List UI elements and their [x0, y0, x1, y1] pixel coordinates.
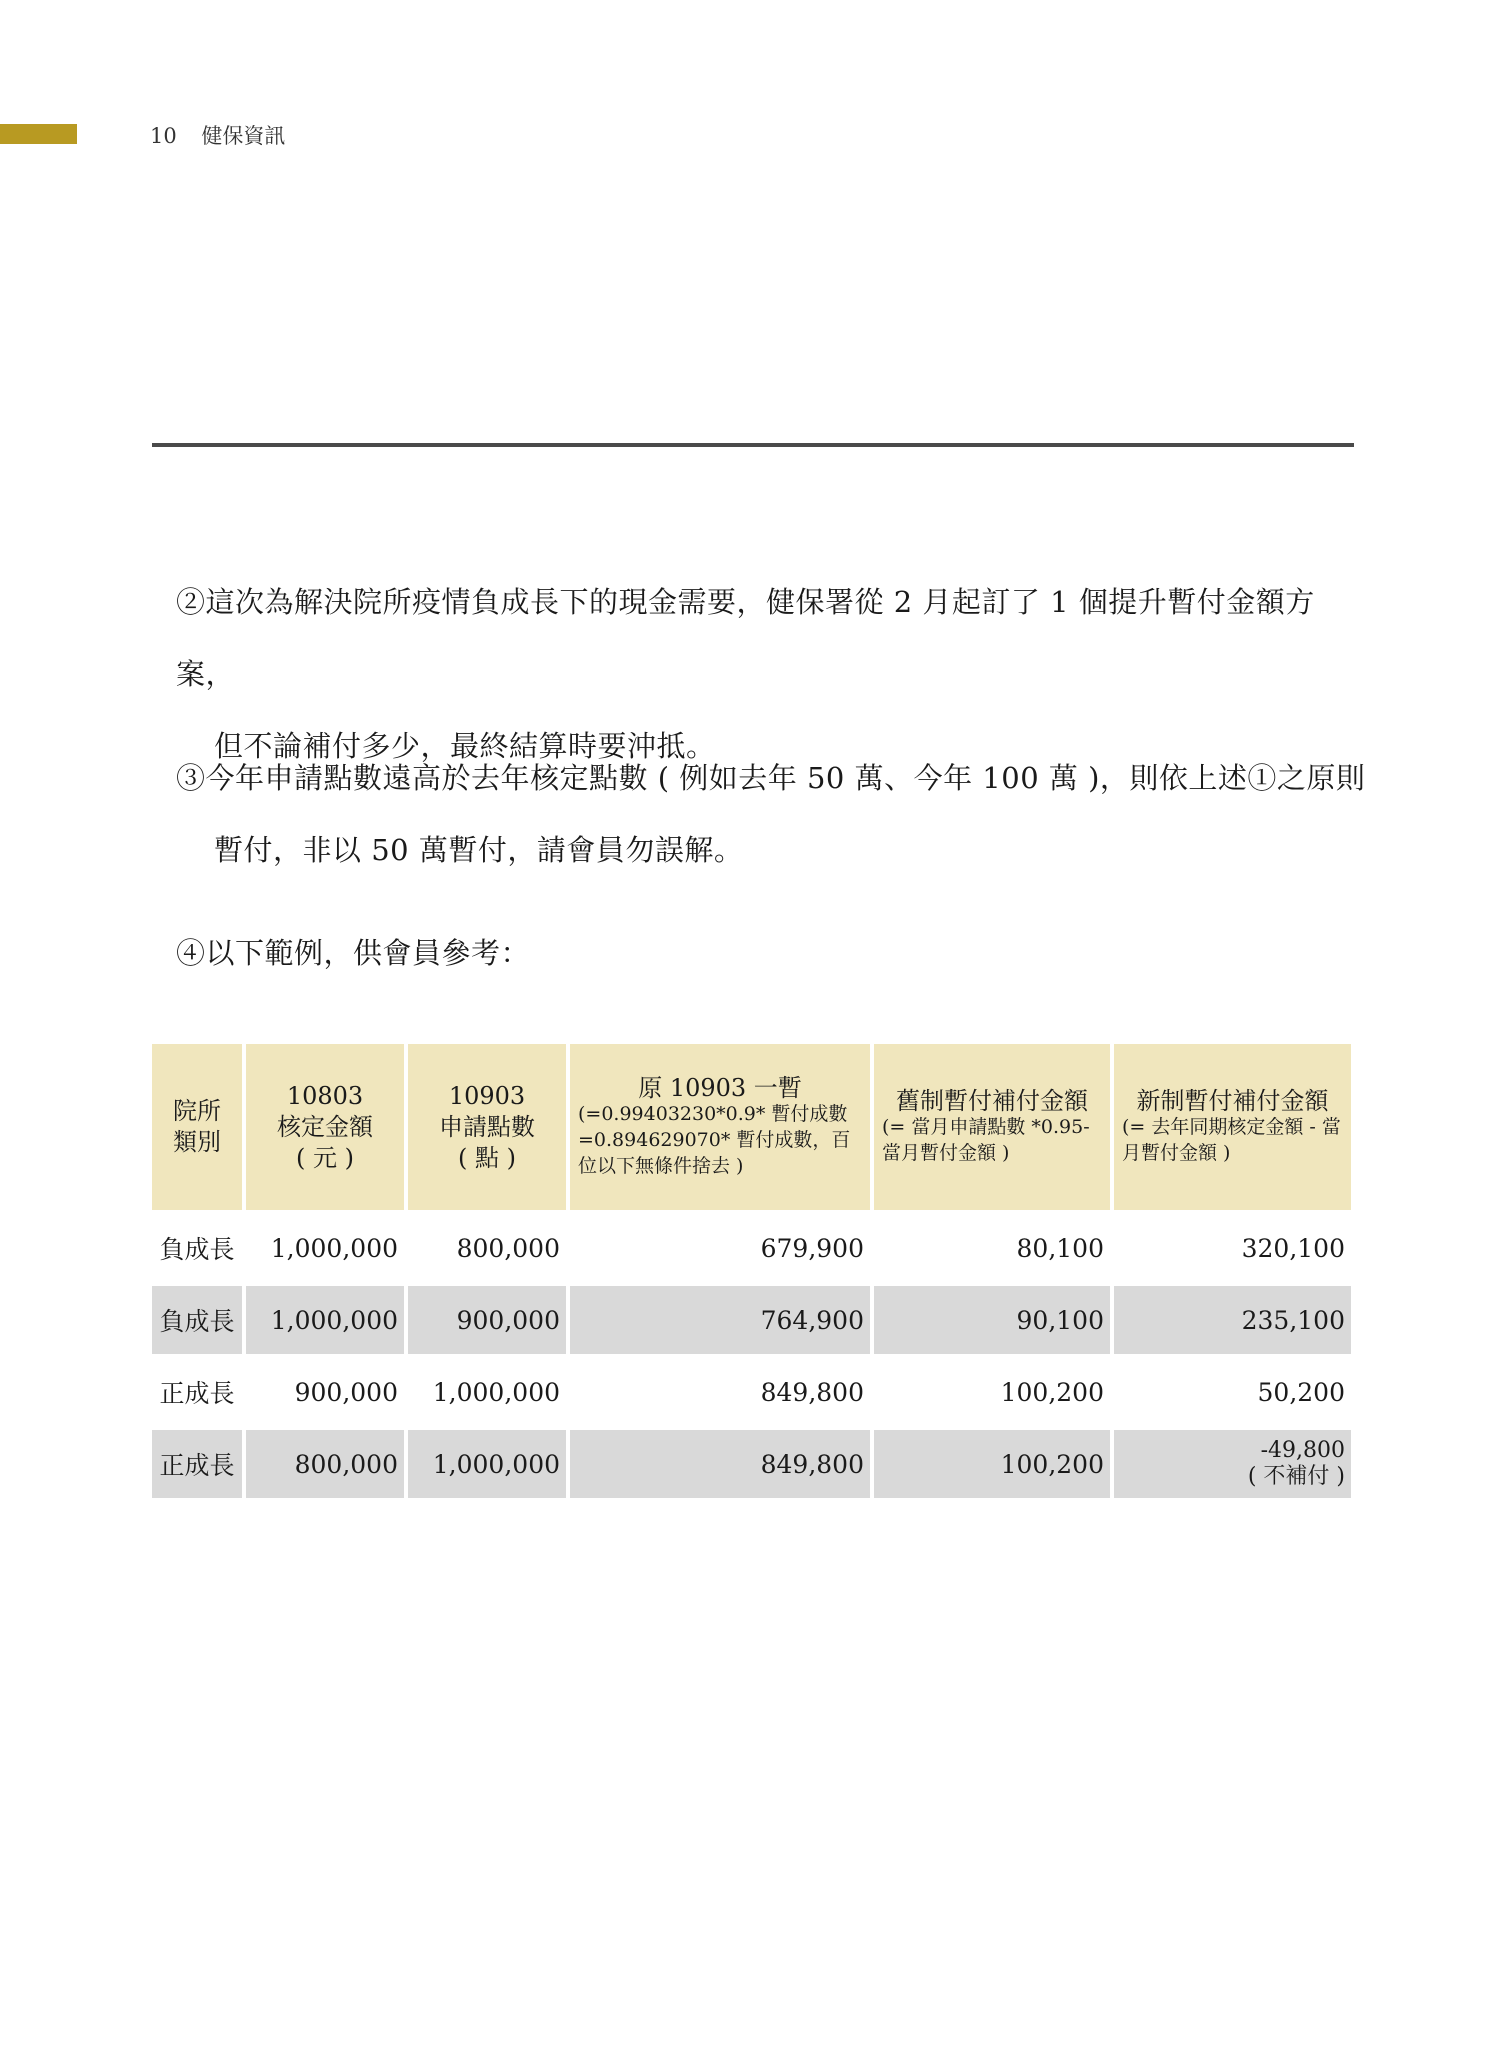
cell-new: 320,100 [1241, 1233, 1345, 1263]
cell-claimed: 800,000 [456, 1233, 560, 1263]
cell-approved: 1,000,000 [246, 1286, 404, 1354]
cell-new-note: ( 不補付 ) [1247, 1464, 1345, 1489]
running-header [150, 120, 285, 150]
cell-original: 849,800 [570, 1430, 870, 1498]
header-category: 院所 類別 [152, 1044, 242, 1210]
table-row [152, 1286, 1351, 1354]
page-accent-bar [0, 124, 77, 144]
page-number: 10 [150, 124, 177, 148]
cell-original: 764,900 [570, 1286, 870, 1354]
paragraph-3-line-1: ③今年申請點數遠高於去年核定點數 ( 例如去年 50 萬、今年 100 萬 )，則依上述①之原則 [176, 761, 1366, 795]
cell-claimed: 1,000,000 [408, 1430, 566, 1498]
section-title: 健保資訊 [201, 124, 286, 148]
cell-original: 679,900 [760, 1233, 864, 1263]
table-header-row [152, 1044, 1351, 1210]
cell-new-value: -49,800 [1260, 1438, 1345, 1463]
cell-new [1114, 1430, 1351, 1498]
header-old-supplement: 舊制暫付補付金額 (= 當月申請點數 *0.95- 當月暫付金額 ) [874, 1044, 1110, 1210]
cell-approved: 900,000 [294, 1377, 398, 1407]
cell-claimed: 1,000,000 [432, 1377, 560, 1407]
paragraph-3 [176, 742, 1366, 886]
cell-old: 80,100 [1016, 1233, 1104, 1263]
table-row [152, 1430, 1351, 1498]
header-original-advance: 原 10903 一暫 (=0.99403230*0.9* 暫付成數 =0.894629070* 暫付成數，百位以下無條件捨去 ) [570, 1044, 870, 1210]
table-row [152, 1358, 1351, 1426]
cell-new: 235,100 [1114, 1286, 1351, 1354]
cell-category: 正成長 [159, 1379, 235, 1408]
cell-original: 849,800 [760, 1377, 864, 1407]
cell-category: 負成長 [152, 1286, 242, 1354]
cell-category: 負成長 [159, 1235, 235, 1264]
cell-old: 90,100 [874, 1286, 1110, 1354]
paragraph-4-line-1: ④以下範例，供會員參考： [176, 936, 531, 970]
header-divider [152, 443, 1354, 447]
table-row [152, 1214, 1351, 1282]
cell-approved: 800,000 [246, 1430, 404, 1498]
cell-new: 50,200 [1257, 1377, 1345, 1407]
paragraph-3-line-2: 暫付，非以 50 萬暫付，請會員勿誤解。 [214, 833, 744, 867]
cell-claimed: 900,000 [408, 1286, 566, 1354]
header-claimed-points: 10903 申請點數 ( 點 ) [408, 1044, 566, 1210]
paragraph-2-line-1: ②這次為解決院所疫情負成長下的現金需要，健保署從 2 月起訂了 1 個提升暫付金額方案， [176, 585, 1315, 691]
example-table [148, 1044, 1355, 1498]
cell-old: 100,200 [874, 1430, 1110, 1498]
paragraph-2-line-2: 但不論補付多少，最終結算時要沖抵。 [214, 729, 716, 763]
paragraph-4 [176, 917, 1366, 989]
cell-old: 100,200 [1000, 1377, 1104, 1407]
header-new-supplement: 新制暫付補付金額 (= 去年同期核定金額 - 當月暫付金額 ) [1114, 1044, 1351, 1210]
cell-approved: 1,000,000 [270, 1233, 398, 1263]
header-approved-amount: 10803 核定金額 ( 元 ) [246, 1044, 404, 1210]
cell-category: 正成長 [152, 1430, 242, 1498]
